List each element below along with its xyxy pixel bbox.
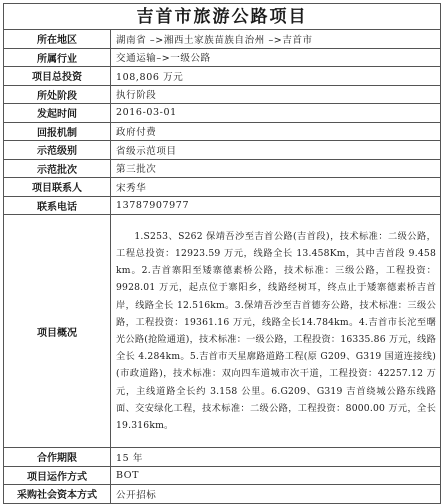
row-value-industry: 交通运输–>一级公路 xyxy=(111,48,441,67)
row-value-region: 湖南省 –>湘西土家族苗族自治州 –>吉首市 xyxy=(111,30,441,49)
table-row xyxy=(4,85,441,104)
row-label-operation-mode: 项目运作方式 xyxy=(4,466,111,485)
row-label-overview: 项目概况 xyxy=(4,215,111,448)
row-label-stage: 所处阶段 xyxy=(4,85,111,104)
table-row xyxy=(4,466,441,485)
table-row xyxy=(4,448,441,467)
table-row xyxy=(4,104,441,123)
row-value-return-mechanism: 政府付费 xyxy=(111,122,441,141)
row-value-total-investment: 108,806 万元 xyxy=(111,67,441,86)
row-label-region: 所在地区 xyxy=(4,30,111,49)
row-label-total-investment: 项目总投资 xyxy=(4,67,111,86)
row-value-overview: 1.S253、S262 保靖吾沙至吉首公路(吉首段)，技术标准：二级公路，工程总投资：12923.59 万元，线路全长 13.458Km，其中吉首段 9.458 km。2.吉首寨阳至矮寨德素桥公路，技术标准：三级公路，工程投资：9928.01 万元，起点位于寨阳乡，线路经树耳，终点止于矮寨德素桥吉首岸，线路全长 12.516km。3.保靖吾沙至吉首德夯公路，技术标准：三级公路，工程投资：19361.16 万元，线路全长14.784km。4.吉首市长沱至曙光公路(抢险通道)，技术标准：一级公路，工程投资：16335.86 万元，线路全长 4.284km。5.吉首市天星廓路道路工程(原 G209、G319 国道连接线)(市政道路)，技术标准：双向四车道城市次干道，工程投资：42257.12 万元，主线道路全长约 3.158 公里。6.G209、G319 吉首绕城公路东线路面、交安绿化工程，技术标准：二级公路，工程投资：8000.00 万元，全长 19.316km。 xyxy=(111,215,441,448)
table-row xyxy=(4,215,441,448)
row-label-demo-level: 示范级别 xyxy=(4,141,111,160)
table-row xyxy=(4,141,441,160)
row-value-phone: 13787907977 xyxy=(111,196,441,215)
row-value-demo-level: 省级示范项目 xyxy=(111,141,441,160)
row-value-demo-batch: 第三批次 xyxy=(111,159,441,178)
row-label-contact-person: 项目联系人 xyxy=(4,178,111,197)
table-row xyxy=(4,48,441,67)
row-label-demo-batch: 示范批次 xyxy=(4,159,111,178)
row-value-contact-person: 宋秀华 xyxy=(111,178,441,197)
table-row xyxy=(4,178,441,197)
table-row xyxy=(4,159,441,178)
row-label-return-mechanism: 回报机制 xyxy=(4,122,111,141)
row-label-procurement-method: 采购社会资本方式 xyxy=(4,485,111,504)
row-value-cooperation-period: 15 年 xyxy=(111,448,441,467)
page-title: 吉首市旅游公路项目 xyxy=(3,3,441,29)
table-row xyxy=(4,30,441,49)
table-row xyxy=(4,196,441,215)
row-value-stage: 执行阶段 xyxy=(111,85,441,104)
row-value-start-date: 2016-03-01 xyxy=(111,104,441,123)
row-label-phone: 联系电话 xyxy=(4,196,111,215)
row-label-industry: 所属行业 xyxy=(4,48,111,67)
row-label-start-date: 发起时间 xyxy=(4,104,111,123)
row-value-operation-mode: BOT xyxy=(111,466,441,485)
table-row xyxy=(4,67,441,86)
table-row xyxy=(4,485,441,504)
table-row xyxy=(4,122,441,141)
row-label-cooperation-period: 合作期限 xyxy=(4,448,111,467)
project-info-table xyxy=(3,29,441,504)
row-value-procurement-method: 公开招标 xyxy=(111,485,441,504)
